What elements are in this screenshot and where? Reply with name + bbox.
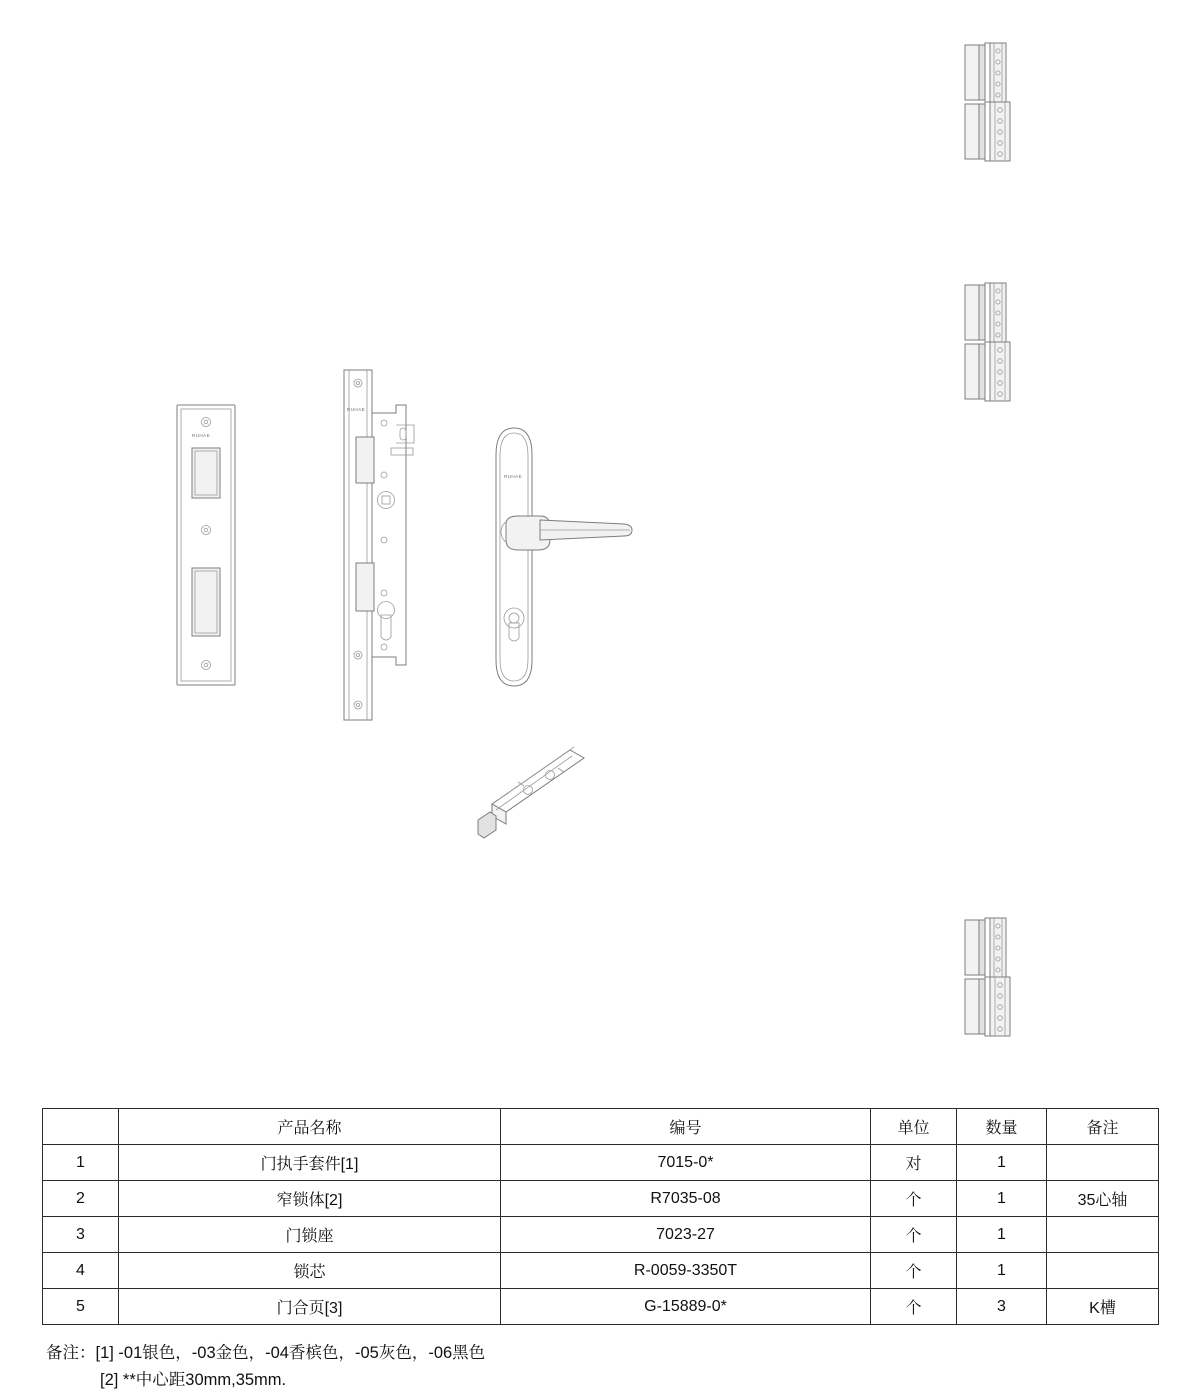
cell-product-name: 窄锁体[2]: [119, 1181, 501, 1217]
table-row: [43, 1145, 1159, 1181]
cell-quantity: 1: [957, 1253, 1047, 1289]
table-row: [43, 1289, 1159, 1325]
svg-text:RUHAE: RUHAE: [192, 433, 211, 438]
handle-set-illustration: [482, 420, 652, 695]
cell-quantity: 3: [957, 1289, 1047, 1325]
footnote-line-2: [2] **中心距30mm,35mm.: [100, 1371, 287, 1389]
cell-remark: [1047, 1253, 1159, 1289]
table-row: [43, 1181, 1159, 1217]
footnotes: [46, 1340, 485, 1394]
cell-unit: 个: [871, 1289, 957, 1325]
cell-code: R-0059-3350T: [501, 1253, 871, 1289]
lock-body-illustration: [336, 365, 436, 725]
cell-product-name: 门执手套件[1]: [119, 1145, 501, 1181]
cell-quantity: 1: [957, 1145, 1047, 1181]
cell-unit: 对: [871, 1145, 957, 1181]
cell-remark: K槽: [1047, 1289, 1159, 1325]
hinge-bottom-illustration: [955, 915, 1035, 1050]
cell-index: 2: [43, 1181, 119, 1217]
cell-unit: 个: [871, 1253, 957, 1289]
header-quantity: 数量: [957, 1109, 1047, 1145]
footnote-line-1: 备注：[1] -01银色，-03金色，-04香槟色，-05灰色，-06黑色: [46, 1344, 486, 1362]
svg-text:RUHAE: RUHAE: [504, 474, 523, 479]
cell-code: 7015-0*: [501, 1145, 871, 1181]
header-product-name: 产品名称: [119, 1109, 501, 1145]
header-unit: 单位: [871, 1109, 957, 1145]
cell-index: 4: [43, 1253, 119, 1289]
header-index: [43, 1109, 119, 1145]
cylinder-illustration: [462, 742, 602, 847]
cell-unit: 个: [871, 1217, 957, 1253]
strike-plate-illustration: [172, 400, 242, 690]
cell-product-name: 锁芯: [119, 1253, 501, 1289]
cell-product-name: 门合页[3]: [119, 1289, 501, 1325]
cell-remark: 35心轴: [1047, 1181, 1159, 1217]
table-row: [43, 1253, 1159, 1289]
header-remark: 备注: [1047, 1109, 1159, 1145]
header-code: 编号: [501, 1109, 871, 1145]
hinge-top-illustration: [955, 40, 1035, 175]
table-header-row: [43, 1109, 1159, 1145]
cell-index: 1: [43, 1145, 119, 1181]
svg-text:RUHAE: RUHAE: [347, 407, 366, 412]
cell-remark: [1047, 1145, 1159, 1181]
bom-table: [42, 1108, 1159, 1325]
cell-index: 3: [43, 1217, 119, 1253]
cell-product-name: 门锁座: [119, 1217, 501, 1253]
table-row: [43, 1217, 1159, 1253]
cell-quantity: 1: [957, 1181, 1047, 1217]
cell-index: 5: [43, 1289, 119, 1325]
cell-code: G-15889-0*: [501, 1289, 871, 1325]
cell-unit: 个: [871, 1181, 957, 1217]
cell-code: R7035-08: [501, 1181, 871, 1217]
hinge-middle-illustration: [955, 280, 1035, 415]
cell-quantity: 1: [957, 1217, 1047, 1253]
cell-remark: [1047, 1217, 1159, 1253]
bom-table-wrapper: [42, 1108, 1158, 1325]
cell-code: 7023-27: [501, 1217, 871, 1253]
